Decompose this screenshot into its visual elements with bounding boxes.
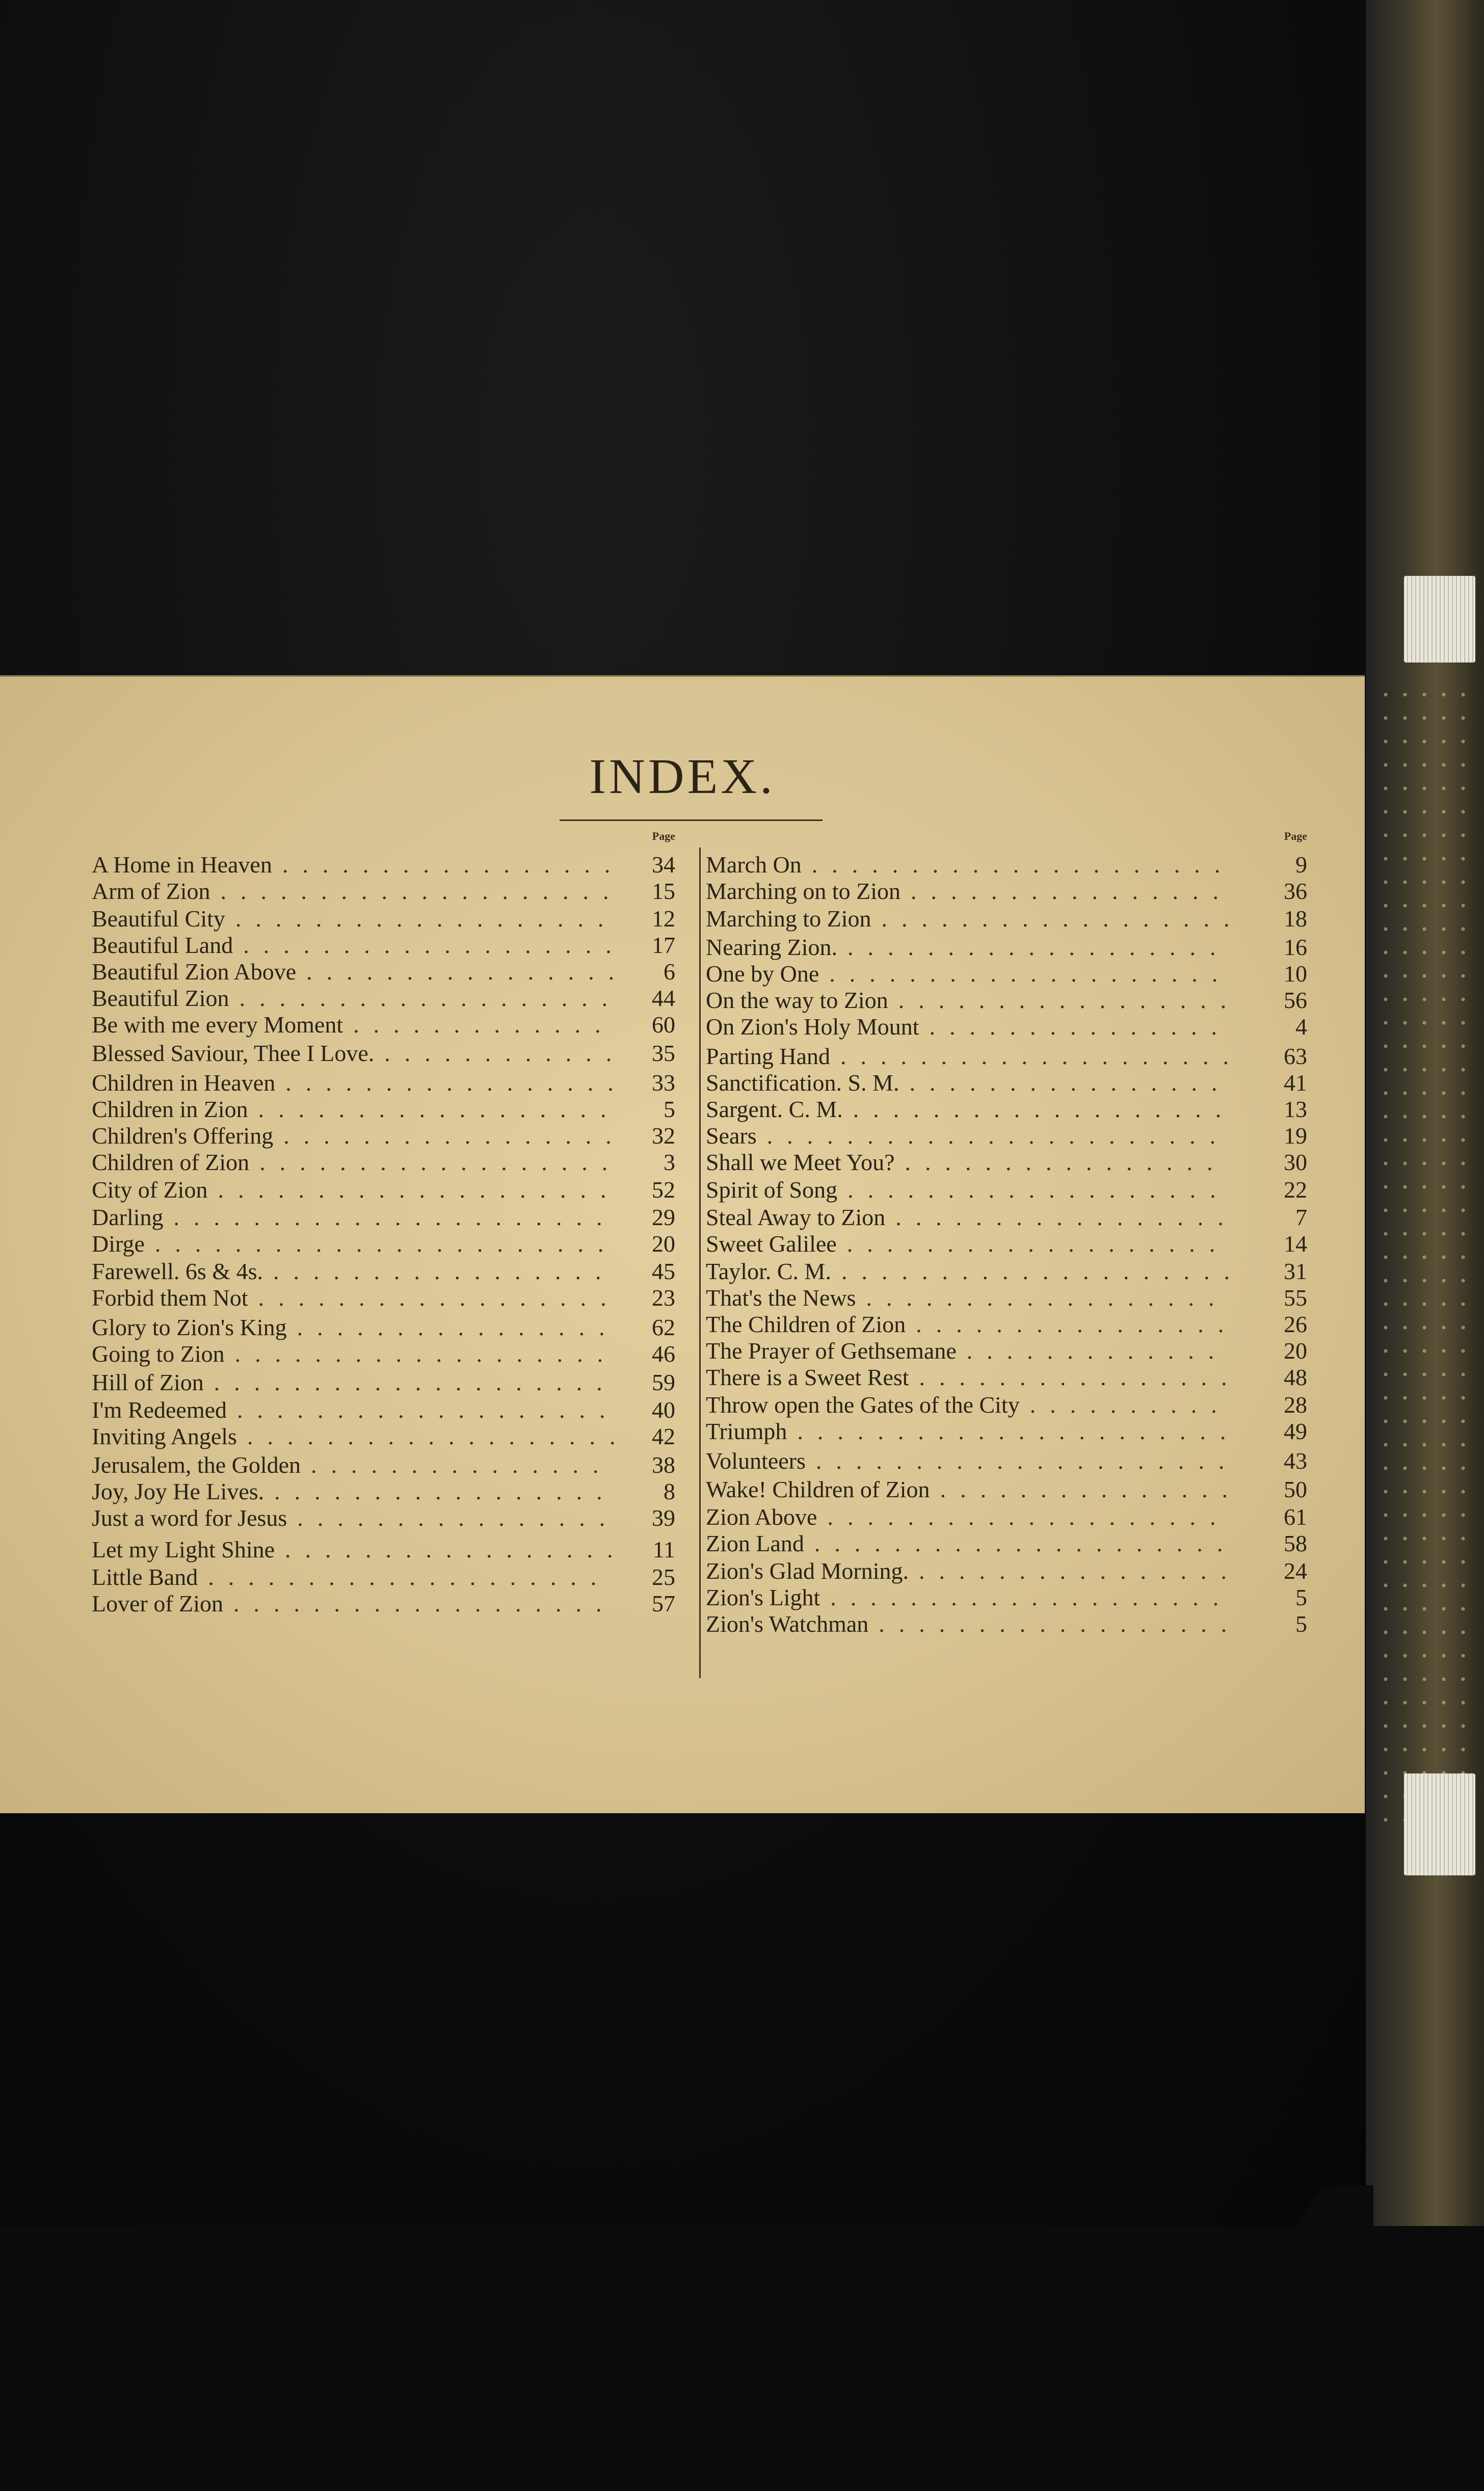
- entry-title: Children's Offering: [92, 1123, 274, 1149]
- index-entry: [706, 934, 1307, 961]
- entry-title: Inviting Angels: [92, 1423, 237, 1449]
- dot-leader: ......................: [173, 1204, 617, 1230]
- entry-page-number: 11: [652, 1536, 675, 1562]
- index-entry: [92, 1149, 691, 1176]
- entry-title: Sears: [706, 1123, 757, 1149]
- index-entry: [92, 851, 691, 879]
- entry-title: On Zion's Holy Mount: [706, 1014, 919, 1040]
- index-entry: [706, 987, 1307, 1014]
- dot-leader: ................: [916, 1311, 1238, 1337]
- index-entry: [92, 878, 691, 905]
- entry-page-number: 23: [652, 1285, 675, 1311]
- entry-page-number: 44: [652, 985, 675, 1011]
- dot-leader: .................: [898, 987, 1241, 1013]
- index-entry: [706, 1043, 1307, 1070]
- entry-title: Children in Heaven: [92, 1070, 276, 1096]
- index-entry: [92, 1069, 691, 1097]
- ruler-top: [1404, 576, 1475, 662]
- entry-page-number: 38: [652, 1452, 675, 1478]
- entry-page-number: 63: [1284, 1043, 1307, 1069]
- index-entry: [92, 1396, 691, 1424]
- entry-page-number: 59: [652, 1369, 675, 1395]
- entry-title: The Children of Zion: [706, 1311, 906, 1337]
- entry-page-number: 22: [1284, 1177, 1307, 1203]
- entry-page-number: 62: [652, 1314, 675, 1340]
- dot-leader: .....................: [815, 1448, 1239, 1474]
- index-entry: [92, 1423, 691, 1450]
- index-entry: [706, 1447, 1307, 1475]
- dot-leader: ................: [909, 1070, 1232, 1096]
- index-entry: [706, 1096, 1307, 1123]
- title-rule: [560, 819, 823, 821]
- index-entry: [92, 1230, 691, 1258]
- dot-leader: ..........: [1029, 1392, 1231, 1418]
- entry-title: Forbid them Not: [92, 1285, 248, 1311]
- entry-page-number: 10: [1284, 961, 1307, 987]
- entry-title: One by One: [706, 961, 819, 987]
- index-entry: [706, 1204, 1307, 1231]
- entry-title: Jerusalem, the Golden: [92, 1452, 301, 1478]
- dot-leader: .................: [282, 852, 625, 878]
- dot-leader: ..................: [881, 906, 1244, 932]
- dot-leader: ...................: [847, 934, 1230, 960]
- dot-leader: ............: [384, 1040, 626, 1066]
- page-column-header: Page: [652, 830, 675, 842]
- dot-leader: ................: [297, 1505, 620, 1531]
- entry-title: Blessed Saviour, Thee I Love.: [92, 1040, 375, 1066]
- dot-leader: .......................: [154, 1231, 618, 1257]
- entry-page-number: 35: [652, 1040, 675, 1066]
- entry-page-number: 7: [1295, 1204, 1307, 1230]
- index-entry: [92, 1040, 691, 1067]
- entry-page-number: 13: [1284, 1096, 1307, 1122]
- index-entry: [92, 1451, 691, 1479]
- entry-title: Lover of Zion: [92, 1591, 224, 1616]
- entry-page-number: 42: [652, 1423, 675, 1449]
- entry-page-number: 48: [1284, 1364, 1307, 1390]
- entry-page-number: 55: [1284, 1285, 1307, 1311]
- dot-leader: .....................: [811, 852, 1235, 878]
- entry-title: Beautiful City: [92, 906, 225, 932]
- entry-title: Volunteers: [706, 1448, 806, 1474]
- index-entry: [706, 878, 1307, 905]
- dot-leader: ....................: [841, 1258, 1244, 1284]
- entry-title: Nearing Zion.: [706, 934, 838, 960]
- dot-leader: .....................: [814, 1530, 1237, 1556]
- entry-page-number: 52: [652, 1177, 675, 1203]
- entry-title: Children of Zion: [92, 1149, 250, 1175]
- dot-leader: .................: [285, 1536, 627, 1562]
- entry-page-number: 28: [1284, 1392, 1307, 1418]
- entry-page-number: 19: [1284, 1123, 1307, 1149]
- dot-leader: .................: [895, 1204, 1238, 1230]
- entry-page-number: 39: [652, 1505, 675, 1531]
- dot-leader: ...................: [237, 1397, 620, 1423]
- entry-title: Let my Light Shine: [92, 1536, 275, 1562]
- dot-leader: .................: [285, 1070, 628, 1096]
- index-entry: [706, 1530, 1307, 1557]
- entry-page-number: 34: [652, 852, 675, 878]
- page-column-header: Page: [1284, 830, 1307, 842]
- entry-title: Zion's Watchman: [706, 1611, 869, 1637]
- entry-page-number: 61: [1284, 1504, 1307, 1530]
- entry-title: Glory to Zion's King: [92, 1314, 287, 1340]
- entry-page-number: 30: [1284, 1149, 1307, 1175]
- index-entry: [706, 1069, 1307, 1097]
- index-entry: [706, 960, 1307, 988]
- entry-title: Just a word for Jesus: [92, 1505, 287, 1531]
- dot-leader: ..................: [879, 1611, 1241, 1637]
- index-page: [0, 675, 1365, 1813]
- entry-title: Hill of Zion: [92, 1369, 204, 1395]
- entry-page-number: 20: [1284, 1338, 1307, 1364]
- index-entry: [706, 1584, 1307, 1611]
- entry-page-number: 5: [664, 1096, 675, 1122]
- ruler-bottom: [1404, 1773, 1475, 1875]
- dot-leader: ..................: [866, 1285, 1229, 1311]
- entry-title: There is a Sweet Rest: [706, 1364, 909, 1390]
- entry-page-number: 3: [664, 1149, 675, 1175]
- entry-title: That's the News: [706, 1285, 856, 1311]
- dot-leader: ...............: [311, 1452, 613, 1478]
- entry-title: Wake! Children of Zion: [706, 1476, 930, 1502]
- entry-page-number: 58: [1284, 1530, 1307, 1556]
- index-entry: [92, 1258, 691, 1285]
- dot-leader: ................: [905, 1149, 1227, 1175]
- column-divider: [699, 847, 701, 1678]
- entry-page-number: 16: [1284, 934, 1307, 960]
- dot-leader: ................: [911, 878, 1233, 904]
- dot-leader: ...............: [940, 1476, 1242, 1502]
- entry-title: Zion's Light: [706, 1584, 820, 1610]
- entry-page-number: 40: [652, 1397, 675, 1423]
- entry-title: Beautiful Zion Above: [92, 959, 297, 985]
- entry-title: The Prayer of Gethsemane: [706, 1338, 957, 1364]
- entry-title: Sanctification. S. M.: [706, 1070, 899, 1096]
- index-entry: [706, 1418, 1307, 1445]
- index-entry: [706, 905, 1307, 933]
- entry-title: Dirge: [92, 1231, 145, 1257]
- entry-title: Shall we Meet You?: [706, 1149, 895, 1175]
- entry-title: Throw open the Gates of the City: [706, 1392, 1020, 1418]
- dot-leader: ....................: [827, 1504, 1230, 1530]
- entry-title: Beautiful Zion: [92, 985, 229, 1011]
- index-entry: [706, 1013, 1307, 1041]
- index-entry: [92, 1564, 691, 1591]
- entry-page-number: 15: [652, 878, 675, 904]
- entry-title: Children in Zion: [92, 1096, 248, 1122]
- dot-leader: ....................: [830, 1584, 1233, 1610]
- entry-title: Going to Zion: [92, 1341, 225, 1367]
- adjacent-page-texture: [1376, 683, 1478, 1824]
- entry-title: Marching to Zion: [706, 906, 871, 932]
- index-entry: [706, 1610, 1307, 1638]
- dot-leader: ..................: [259, 1149, 622, 1175]
- index-entry: [92, 1369, 691, 1396]
- index-entry: [92, 1284, 691, 1312]
- entry-title: Sargent. C. M.: [706, 1096, 843, 1122]
- dot-leader: ....................: [218, 1177, 621, 1203]
- index-entry: [706, 1337, 1307, 1365]
- index-entry: [92, 985, 691, 1012]
- entry-page-number: 9: [1295, 852, 1307, 878]
- dot-leader: ...................: [233, 1591, 616, 1616]
- index-entry: [92, 1504, 691, 1532]
- entry-page-number: 43: [1284, 1448, 1307, 1474]
- index-entry: [92, 1340, 691, 1368]
- dot-leader: .................: [283, 1123, 626, 1149]
- index-entry: [92, 958, 691, 986]
- entry-title: Parting Hand: [706, 1043, 831, 1069]
- entry-page-number: 18: [1284, 906, 1307, 932]
- dot-leader: ...................: [239, 985, 622, 1011]
- index-entry: [706, 1311, 1307, 1338]
- index-entry: [706, 1364, 1307, 1391]
- dot-leader: ....................: [214, 1369, 617, 1395]
- torn-corner: [1282, 2185, 1373, 2491]
- entry-title: Zion Above: [706, 1504, 817, 1530]
- index-entry: [92, 1204, 691, 1231]
- entry-title: Farewell. 6s & 4s.: [92, 1258, 263, 1284]
- dot-leader: ...................: [846, 1231, 1230, 1257]
- index-entry: [92, 1590, 691, 1618]
- entry-page-number: 14: [1284, 1231, 1307, 1257]
- index-entry: [706, 851, 1307, 879]
- index-entry: [706, 1176, 1307, 1204]
- entry-title: Beautiful Land: [92, 932, 233, 958]
- entry-page-number: 56: [1284, 987, 1307, 1013]
- index-entry: [92, 905, 691, 933]
- entry-page-number: 25: [652, 1564, 675, 1590]
- index-entry: [706, 1258, 1307, 1285]
- index-entry: [706, 1391, 1307, 1419]
- dot-leader: ...................: [234, 1341, 618, 1367]
- entry-page-number: 5: [1295, 1611, 1307, 1637]
- dot-leader: ..................: [258, 1285, 621, 1311]
- index-entry: [706, 1557, 1307, 1585]
- dot-leader: ...............: [929, 1014, 1231, 1040]
- dot-leader: .................: [273, 1258, 616, 1284]
- index-entry: [92, 1536, 691, 1564]
- entry-page-number: 31: [1284, 1258, 1307, 1284]
- entry-title: Arm of Zion: [92, 878, 210, 904]
- dot-leader: ................: [306, 959, 629, 985]
- entry-title: Steal Away to Zion: [706, 1204, 886, 1230]
- entry-title: Taylor. C. M.: [706, 1258, 831, 1284]
- dot-leader: .......................: [766, 1123, 1230, 1149]
- entry-page-number: 60: [652, 1012, 675, 1038]
- entry-title: Triumph: [706, 1418, 787, 1444]
- entry-page-number: 49: [1284, 1418, 1307, 1444]
- dot-leader: ...................: [235, 906, 618, 932]
- entry-page-number: 36: [1284, 878, 1307, 904]
- index-entry: [92, 1096, 691, 1123]
- dot-leader: ................: [297, 1314, 619, 1340]
- entry-page-number: 20: [652, 1231, 675, 1257]
- dot-leader: .............: [353, 1012, 615, 1038]
- entry-page-number: 50: [1284, 1476, 1307, 1502]
- dot-leader: ......................: [797, 1418, 1240, 1444]
- entry-page-number: 12: [652, 906, 675, 932]
- entry-title: Darling: [92, 1204, 164, 1230]
- entry-title: Marching on to Zion: [706, 878, 900, 904]
- entry-page-number: 6: [664, 959, 675, 985]
- index-entry: [706, 1284, 1307, 1312]
- entry-title: Little Band: [92, 1564, 198, 1590]
- page-title: INDEX.: [589, 749, 776, 804]
- index-entry: [92, 1478, 691, 1505]
- entry-page-number: 26: [1284, 1311, 1307, 1337]
- dot-leader: ....................: [840, 1043, 1243, 1069]
- index-entry: [92, 932, 691, 959]
- entry-page-number: 41: [1284, 1070, 1307, 1096]
- index-entry: [92, 1122, 691, 1150]
- index-entry: [706, 1476, 1307, 1503]
- dot-leader: ....................: [829, 961, 1232, 987]
- entry-page-number: 57: [652, 1591, 675, 1616]
- entry-title: A Home in Heaven: [92, 852, 272, 878]
- dot-leader: ..................: [258, 1096, 621, 1122]
- entry-page-number: 29: [652, 1204, 675, 1230]
- index-entry: [92, 1314, 691, 1341]
- entry-title: Be with me every Moment: [92, 1012, 343, 1038]
- dot-leader: ................: [919, 1558, 1241, 1584]
- entry-title: City of Zion: [92, 1177, 208, 1203]
- dot-leader: ...................: [243, 932, 626, 958]
- entry-page-number: 45: [652, 1258, 675, 1284]
- index-entry: [706, 1230, 1307, 1258]
- dot-leader: ....................: [220, 878, 623, 904]
- index-entry: [706, 1149, 1307, 1176]
- dot-leader: .................: [274, 1478, 617, 1504]
- entry-page-number: 33: [652, 1070, 675, 1096]
- dot-leader: ................: [919, 1364, 1241, 1390]
- entry-page-number: 32: [652, 1123, 675, 1149]
- index-entry: [92, 1176, 691, 1204]
- entry-title: Joy, Joy He Lives.: [92, 1478, 264, 1504]
- entry-title: On the way to Zion: [706, 987, 888, 1013]
- entry-page-number: 4: [1295, 1014, 1307, 1040]
- index-entry: [92, 1011, 691, 1039]
- entry-title: Sweet Galilee: [706, 1231, 837, 1257]
- entry-page-number: 24: [1284, 1558, 1307, 1584]
- entry-title: March On: [706, 852, 802, 878]
- entry-title: Zion's Glad Morning.: [706, 1558, 909, 1584]
- index-entry: [706, 1503, 1307, 1531]
- dot-leader: .............: [966, 1338, 1229, 1364]
- entry-title: Zion Land: [706, 1530, 804, 1556]
- entry-page-number: 17: [652, 932, 675, 958]
- entry-page-number: 8: [664, 1478, 675, 1504]
- entry-page-number: 46: [652, 1341, 675, 1367]
- dot-leader: ...................: [847, 1177, 1230, 1203]
- dot-leader: ...................: [853, 1096, 1236, 1122]
- dot-leader: ....................: [208, 1564, 611, 1590]
- entry-title: Spirit of Song: [706, 1177, 838, 1203]
- dot-leader: ...................: [247, 1423, 630, 1449]
- entry-page-number: 5: [1295, 1584, 1307, 1610]
- entry-title: I'm Redeemed: [92, 1397, 227, 1423]
- index-entry: [706, 1122, 1307, 1150]
